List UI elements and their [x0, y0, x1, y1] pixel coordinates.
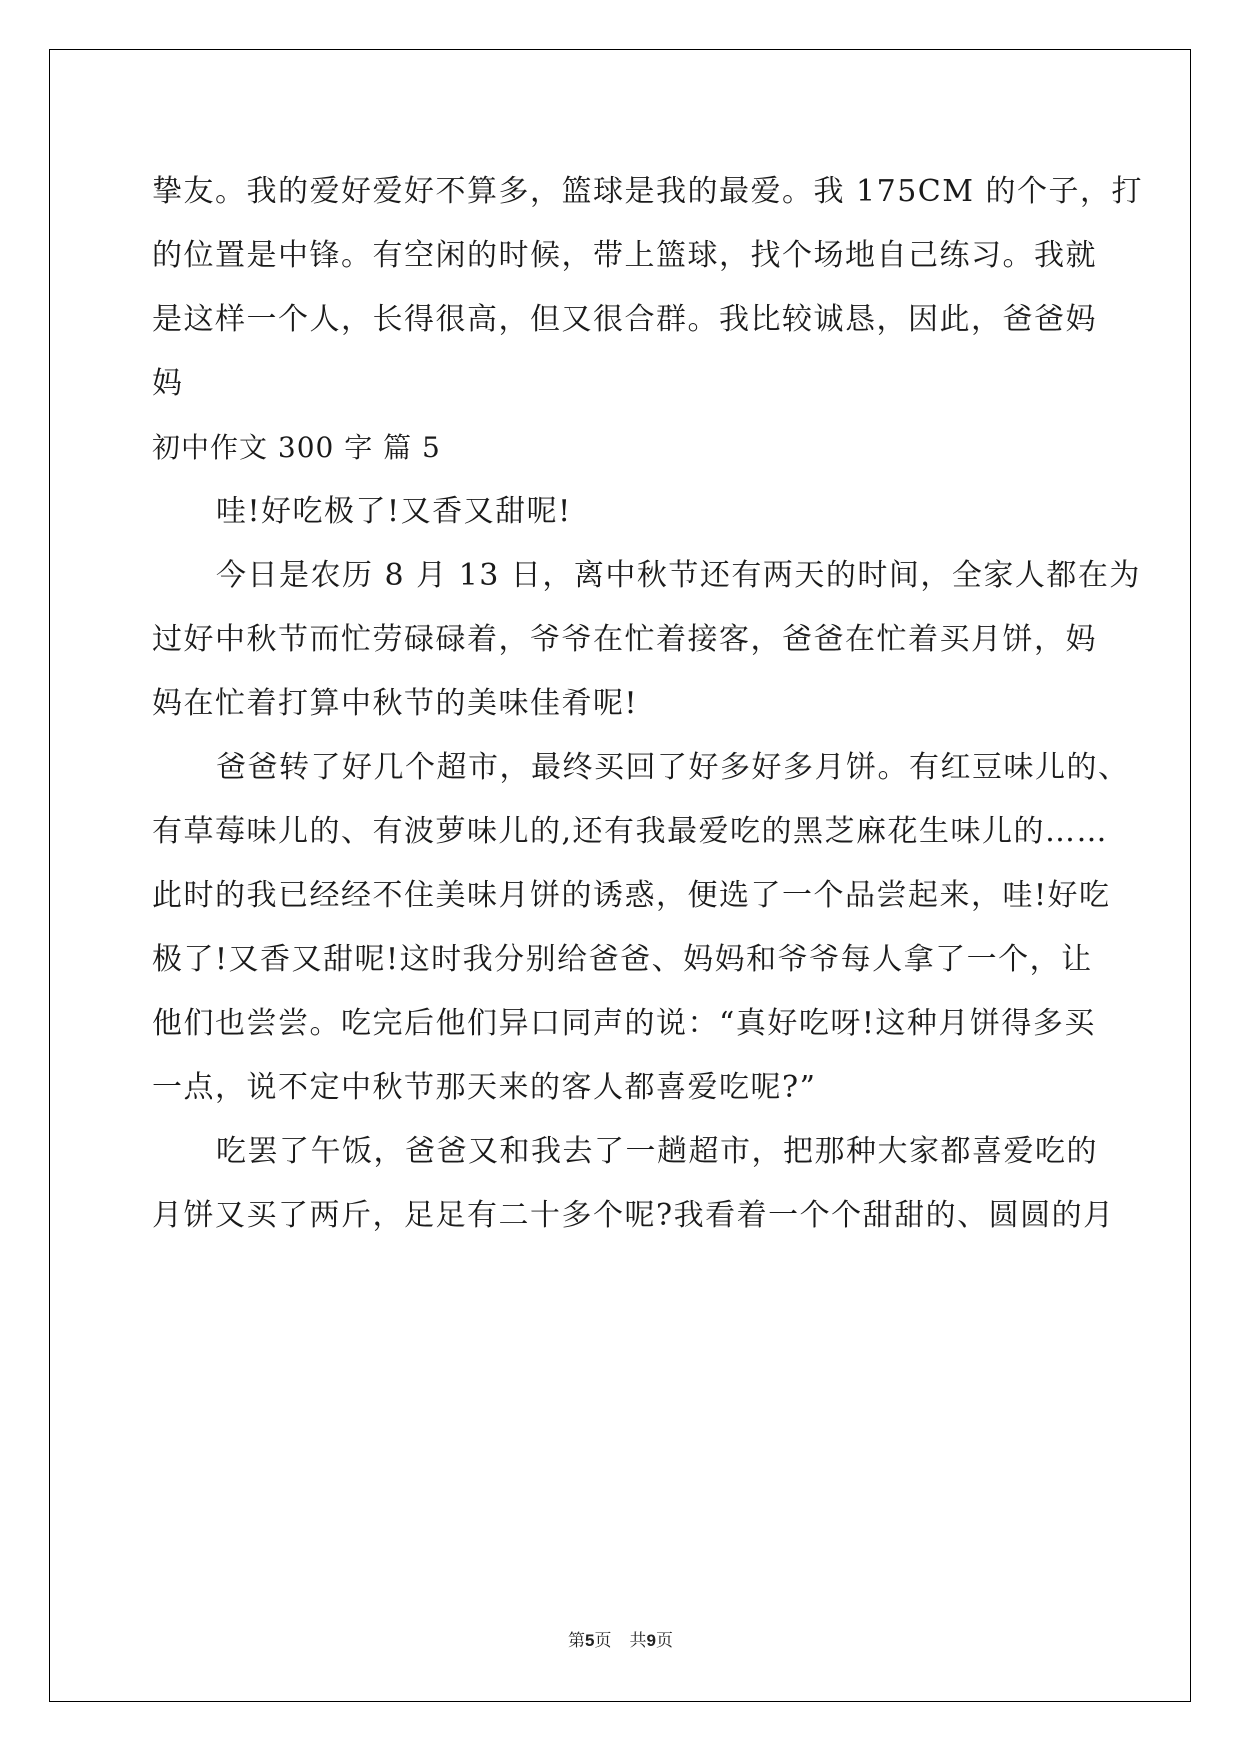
page-prefix: 第: [568, 1631, 586, 1651]
document-body: [152, 160, 1144, 1248]
text-line: 月饼又买了两斤，足足有二十多个呢?我看着一个个甜甜的、圆圆的月: [152, 1198, 1115, 1233]
text-line: 有草莓味儿的、有波萝味儿的,还有我最爱吃的黑芝麻花生味儿的……: [152, 814, 1109, 849]
text-line: 过好中秋节而忙劳碌碌着，爷爷在忙着接客，爸爸在忙着买月饼，妈: [152, 622, 1097, 657]
page-suffix: 页: [594, 1631, 612, 1651]
text-line: 此时的我已经经不住美味月饼的诱惑，便选了一个品尝起来，哇!好吃: [152, 878, 1111, 913]
text-line: 哇!好吃极了!又香又甜呢!: [216, 494, 572, 529]
total-pages: 9: [646, 1631, 656, 1650]
page-footer: [0, 1626, 1241, 1651]
text-line: 他们也尝尝。吃完后他们异口同声的说：“真好吃呀!这种月饼得多买: [152, 1006, 1096, 1041]
text-line: 吃罢了午饭，爸爸又和我去了一趟超市，把那种大家都喜爱吃的: [216, 1134, 1098, 1169]
text-line: 一点，说不定中秋节那天来的客人都喜爱吃呢?”: [152, 1070, 817, 1105]
text-line: 妈: [152, 366, 184, 401]
text-line: 的位置是中锋。有空闲的时候，带上篮球，找个场地自己练习。我就: [152, 238, 1097, 273]
text-line: 爸爸转了好几个超市，最终买回了好多好多月饼。有红豆味儿的、: [216, 750, 1130, 785]
section-heading: 初中作文 300 字 篇 5: [152, 431, 441, 464]
text-line: 挚友。我的爱好爱好不算多，篮球是我的最爱。我 175CM 的个子，打: [152, 174, 1144, 209]
page-number: 5: [585, 1631, 595, 1650]
text-line: 今日是农历 8 月 13 日，离中秋节还有两天的时间，全家人都在为: [216, 558, 1141, 593]
text-line: 极了!又香又甜呢!这时我分别给爸爸、妈妈和爷爷每人拿了一个，让: [152, 942, 1093, 977]
text-line: 妈在忙着打算中秋节的美味佳肴呢!: [152, 686, 639, 721]
total-suffix: 页: [655, 1631, 673, 1651]
total-prefix: 共: [629, 1631, 647, 1651]
text-line: 是这样一个人，长得很高，但又很合群。我比较诚恳，因此，爸爸妈: [152, 302, 1097, 337]
